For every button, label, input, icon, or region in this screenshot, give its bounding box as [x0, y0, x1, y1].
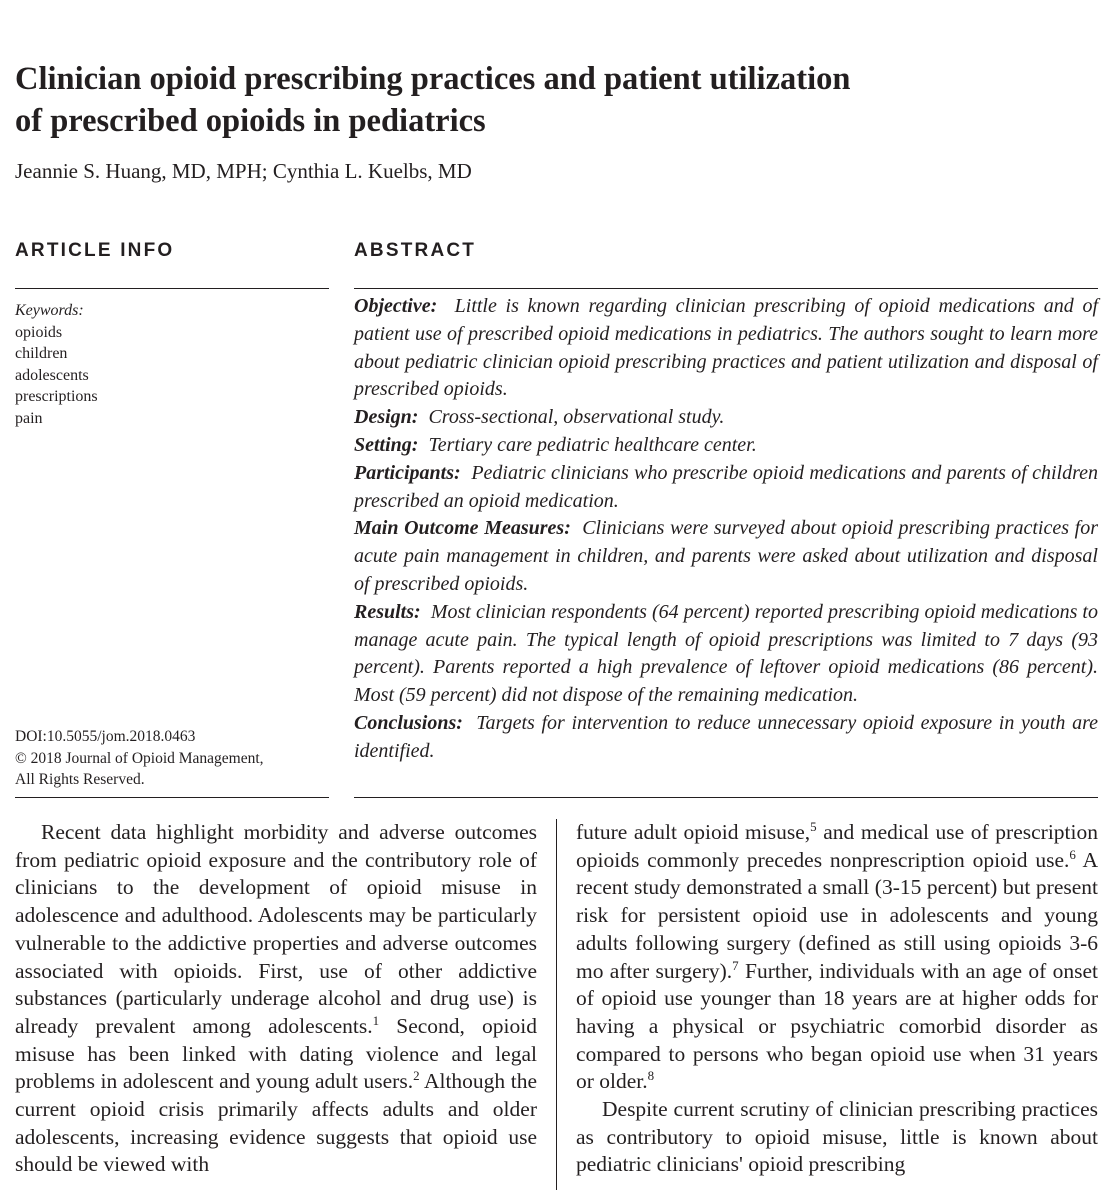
abstract-section-label: Design: [354, 406, 419, 429]
body-paragraph [576, 819, 1098, 1096]
abstract-main-outcome-measures [354, 515, 1098, 598]
abstract-participants [354, 460, 1098, 516]
abstract-design [354, 404, 1098, 432]
rights-line: All Rights Reserved. [15, 771, 145, 788]
abstract-section-text: Little is known regarding clinician prescribing of opioid medications and of patient use of prescribed opioid medications in pediatrics. The authors sought to learn more about pediatric clinician opioid prescribing practices and patient utilization and disposal of prescribed opioids. [354, 295, 1099, 401]
copyright-line: © 2018 Journal of Opioid Management, [15, 749, 264, 767]
author-list: Jeannie S. Huang, MD, MPH; Cynthia L. Kuelbs, MD [15, 159, 472, 183]
body-text: Second, opioid misuse has been linked with dating violence and legal problems in adolescent and young adult users. [15, 1013, 537, 1094]
abstract-section-text: Pediatric clinicians who prescribe opioid medications and parents of children prescribed an opioid medication. [354, 461, 1098, 512]
abstract-section-text: Most clinician respondents (64 percent) reported prescribing opioid medications to manage acute pain. The typical length of opioid prescriptions was limited to 7 days (93 percent). Parents reported a high prevalence of leftover opioid medications (86 percent). Most (59 percent) did not dispose of the remaining medication. [354, 600, 1098, 707]
article-info-heading: ARTICLE INFO [15, 240, 175, 261]
abstract-top-rule [354, 288, 1098, 289]
body-text: Recent data highlight morbidity and adverse outcomes from pediatric opioid exposure and the contributory role of clinicians to the development of opioid misuse in adolescence and adulthood. Adolescents may be particularly vulnerable to the addictive properties and adverse outcomes associated with opioids. First, use of other addictive substances (particularly underage alcohol and drug use) is already prevalent among adolescents. [15, 820, 537, 1038]
abstract-section-label: Objective: [354, 295, 438, 317]
doi-block [15, 726, 264, 791]
abstract-results [354, 599, 1098, 710]
citation-ref[interactable]: 1 [372, 1012, 380, 1028]
article-title [15, 58, 1015, 142]
body-right-column [576, 819, 1098, 1179]
abstract-section-text: Clinicians were surveyed about opioid prescribing practices for acute pain management in children, and parents were asked about utilization and disposal of prescribed opioids. [354, 517, 1098, 595]
body-paragraph [15, 819, 537, 1179]
title-line: of prescribed opioids in pediatrics [15, 103, 486, 139]
abstract-heading: ABSTRACT [354, 240, 477, 261]
column-divider [556, 819, 557, 1190]
abstract-section-text: Cross-sectional, observational study. [428, 406, 725, 429]
body-text: A recent study demonstrated a small (3-15 percent) but present risk for persistent opioid use in adolescents and young adults following surgery (defined as still using opioids 3-6 mo after surgery). [576, 847, 1098, 983]
body-text: and medical use of prescription opioids commonly precedes nonprescription opioid use. [576, 820, 1099, 872]
body-paragraph: Despite current scrutiny of clinician prescribing practices as contributory to opioid misuse, little is known about pediatric clinicians' opioid prescribing [576, 1097, 1098, 1177]
abstract-section-text: Targets for intervention to reduce unnecessary opioid exposure in youth are identified. [354, 711, 1098, 762]
article-info-top-rule [15, 288, 329, 289]
body-text: future adult opioid misuse, [576, 820, 811, 844]
keyword-item: opioids [15, 323, 63, 341]
body-left-column [15, 819, 537, 1179]
abstract-section-label: Conclusions: [354, 711, 463, 734]
abstract-section-text: Tertiary care pediatric healthcare center. [428, 433, 757, 456]
article-info-bottom-rule [15, 797, 329, 798]
abstract-conclusions [354, 710, 1098, 766]
body-text: Although the current opioid crisis primarily affects adults and older adolescents, increasing evidence suggests that opioid use should be viewed with [15, 1069, 537, 1177]
keywords-label: Keywords: [15, 302, 84, 319]
doi-link[interactable]: DOI:10.5055/jom.2018.0463 [15, 728, 196, 745]
abstract-section-label: Setting: [354, 433, 419, 456]
citation-ref[interactable]: 6 [1069, 846, 1076, 862]
abstract-setting [354, 432, 1098, 460]
citation-ref[interactable]: 5 [810, 819, 817, 834]
title-line: Clinician opioid prescribing practices and patient utilization [15, 61, 851, 97]
abstract-section-label: Main Outcome Measures: [354, 517, 571, 540]
keyword-item: pain [15, 409, 43, 427]
abstract-bottom-rule [354, 797, 1098, 798]
abstract-section-label: Results: [354, 600, 421, 623]
body-text: Further, individuals with an age of onset of opioid use younger than 18 years are at higher odds for having a physical or psychiatric comorbid disorder as compared to persons who began opioid use when 31 years or older. [576, 958, 1098, 1094]
keyword-item: adolescents [15, 366, 89, 384]
abstract-objective [354, 293, 1098, 404]
keywords-block [15, 300, 98, 429]
abstract-section-label: Participants: [354, 461, 461, 484]
citation-ref[interactable]: 2 [413, 1068, 420, 1084]
keyword-item: prescriptions [15, 388, 98, 405]
keyword-item: children [15, 345, 68, 362]
citation-ref[interactable]: 8 [647, 1068, 655, 1084]
citation-ref[interactable]: 7 [732, 957, 739, 973]
abstract-body [354, 293, 1098, 766]
